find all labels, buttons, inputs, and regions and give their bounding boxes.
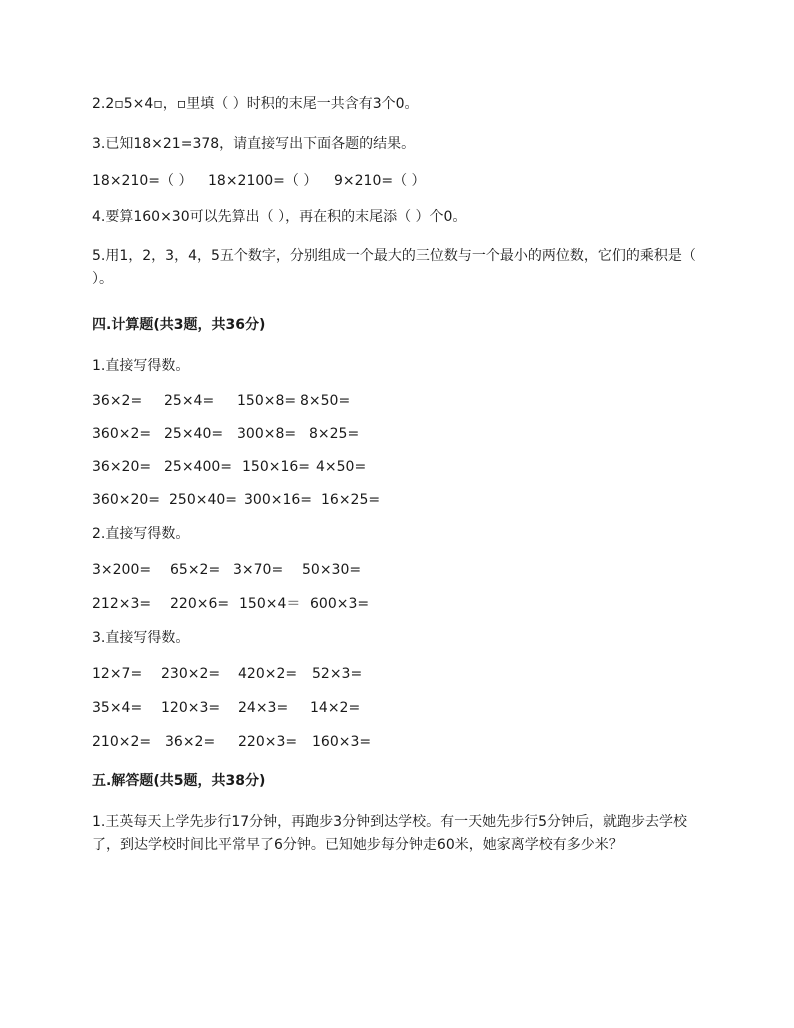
calc-item: 65×2= [170, 562, 221, 578]
section-5-heading: 五.解答题(共5题，共38分) [92, 773, 266, 789]
calc-item: 220×6= [170, 596, 230, 612]
calc-item: 12×7= [92, 666, 143, 682]
calc-item: 360×2= [92, 426, 152, 442]
calc-item: 8×50= [300, 393, 351, 409]
calc-item: 210×2= [92, 734, 152, 750]
calc-item: 4×50= [316, 459, 367, 475]
calc-item: 150×8= [237, 393, 297, 409]
calc-item: 35×4= [92, 700, 143, 716]
calc-item: 8×25= [309, 426, 360, 442]
calc-item: 420×2= [238, 666, 298, 682]
calc-item: 600×3= [310, 596, 370, 612]
calc-item: 25×4= [164, 393, 215, 409]
calc-item: 212×3= [92, 596, 152, 612]
calc-item: 36×20= [92, 459, 152, 475]
calc-item: 14×2= [310, 700, 361, 716]
calc-item: 52×3= [312, 666, 363, 682]
section-4-problem-2-title: 2.直接写得数。 [92, 526, 190, 542]
fill-in-question-2: 2.2▫5×4▫，▫里填（ ）时积的末尾一共含有3个0。 [92, 96, 419, 112]
calc-item: 3×70= [233, 562, 284, 578]
q3-item: 18×2100=（ ） [208, 173, 318, 189]
section-4-heading: 四.计算题(共3题，共36分) [92, 317, 266, 333]
section-4-problem-1-title: 1.直接写得数。 [92, 358, 190, 374]
calc-item: 120×3= [161, 700, 221, 716]
calc-item: 150×4＝ [239, 596, 301, 612]
calc-item: 360×20= [92, 492, 160, 508]
calc-item: 220×3= [238, 734, 298, 750]
q3-item: 9×210=（ ） [334, 173, 426, 189]
calc-item: 36×2= [92, 393, 143, 409]
calc-item: 25×400= [164, 459, 232, 475]
calc-item: 24×3= [238, 700, 289, 716]
calc-item: 300×16= [244, 492, 312, 508]
calc-item: 16×25= [321, 492, 381, 508]
fill-in-question-3: 3.已知18×21=378，请直接写出下面各题的结果。 [92, 136, 416, 152]
calc-item: 250×40= [169, 492, 237, 508]
calc-item: 36×2= [165, 734, 216, 750]
q3-item: 18×210=（ ） [92, 173, 193, 189]
calc-item: 50×30= [302, 562, 362, 578]
section-4-problem-3-title: 3.直接写得数。 [92, 630, 190, 646]
calc-item: 300×8= [237, 426, 297, 442]
fill-in-question-4: 4.要算160×30可以先算出（ ），再在积的末尾添（ ）个0。 [92, 209, 467, 225]
calc-item: 150×16= [242, 459, 310, 475]
calc-item: 25×40= [164, 426, 224, 442]
calc-item: 3×200= [92, 562, 152, 578]
fill-in-question-5: 5.用1，2，3，4，5五个数字，分别组成一个最大的三位数与一个最小的两位数，它们的乘积是（ ）。 [92, 248, 696, 287]
calc-item: 230×2= [161, 666, 221, 682]
calc-item: 160×3= [312, 734, 372, 750]
section-5-question-1: 1.王英每天上学先步行17分钟，再跑步3分钟到达学校。有一天她先步行5分钟后，就跑步去学校了，到达学校时间比平常早了6分钟。已知她步每分钟走60米，她家离学校有多少米？ [92, 814, 687, 853]
